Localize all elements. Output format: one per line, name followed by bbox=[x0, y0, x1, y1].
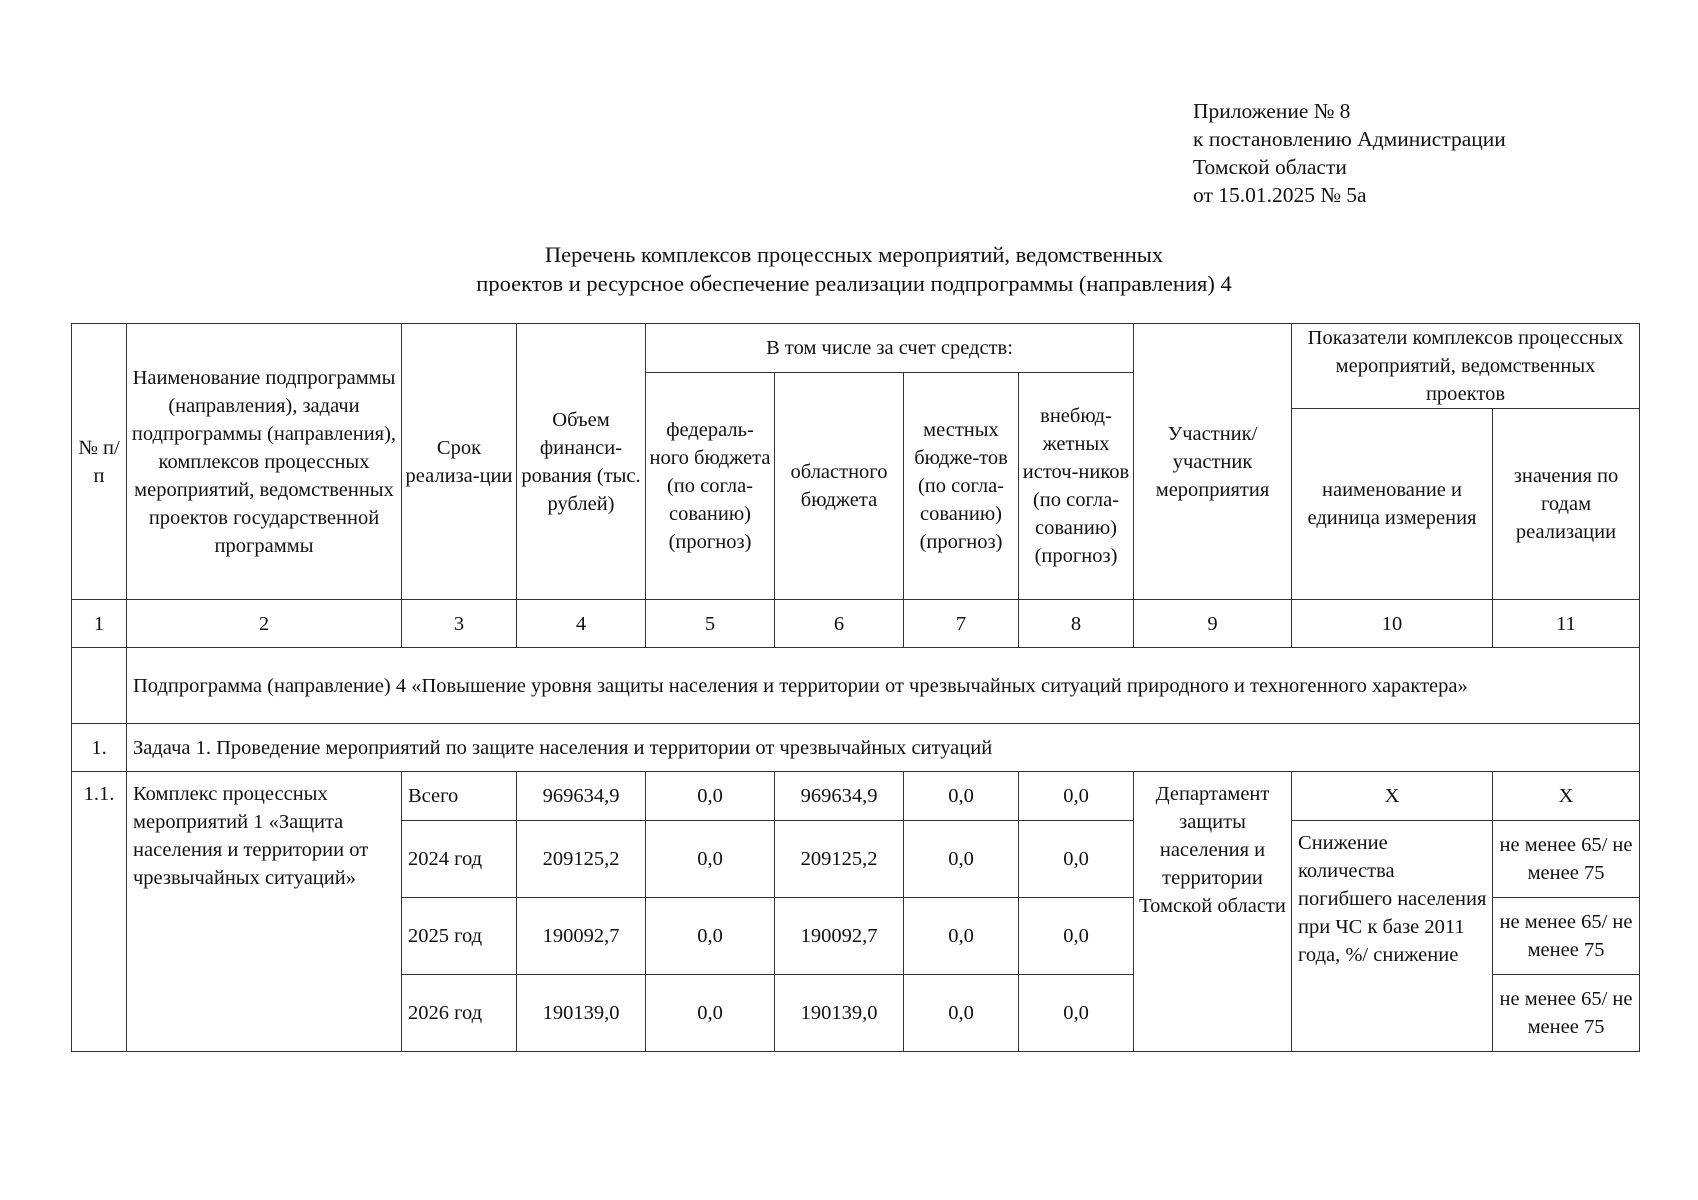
header-cell-regional: областного бюджета bbox=[775, 373, 904, 600]
header-cell-total: Объем финанси-рования (тыс. рублей) bbox=[517, 324, 646, 600]
header-row bbox=[72, 324, 1640, 373]
indicator-value-cell: не менее 65/ не менее 75 bbox=[1493, 975, 1640, 1052]
federal-cell: 0,0 bbox=[646, 821, 775, 898]
column-number-cell: 2 bbox=[127, 600, 402, 648]
task-title: Задача 1. Проведение мероприятий по защите населения и территории от чрезвычайных ситуаций bbox=[127, 724, 1640, 772]
header-cell-federal: федераль-ного бюджета (по согла-сованию) (прогноз) bbox=[646, 373, 775, 600]
subprogram-number-cell bbox=[72, 648, 127, 724]
total-cell: 209125,2 bbox=[517, 821, 646, 898]
subprogram-title: Подпрограмма (направление) 4 «Повышение уровня защиты населения и территории от чрезвычайных ситуаций природного и техногенного характера» bbox=[127, 648, 1640, 724]
column-number-cell: 4 bbox=[517, 600, 646, 648]
header-cell-period: Срок реализа-ции bbox=[402, 324, 517, 600]
column-number-cell: 1 bbox=[72, 600, 127, 648]
total-cell: 969634,9 bbox=[517, 772, 646, 821]
column-number-cell: 10 bbox=[1292, 600, 1493, 648]
period-cell: 2024 год bbox=[402, 821, 517, 898]
column-number-cell: 8 bbox=[1019, 600, 1134, 648]
column-number-cell: 9 bbox=[1134, 600, 1292, 648]
complex-number: 1.1. bbox=[72, 772, 127, 1052]
local-cell: 0,0 bbox=[904, 898, 1019, 975]
document-title bbox=[70, 240, 1638, 298]
local-cell: 0,0 bbox=[904, 975, 1019, 1052]
regional-cell: 969634,9 bbox=[775, 772, 904, 821]
total-cell: 190139,0 bbox=[517, 975, 646, 1052]
task-row bbox=[72, 724, 1640, 772]
header-cell-name: Наименование подпрограммы (направления), задачи подпрограммы (направления), комплексов процессных мероприятий, ведомственных проектов государственной программы bbox=[127, 324, 402, 600]
header-cell-local: местных бюдже-тов (по согла-сованию) (прогноз) bbox=[904, 373, 1019, 600]
appendix-line: к постановлению Администрации bbox=[1193, 127, 1506, 151]
header-cell-indicator-name: наименование и единица измерения bbox=[1292, 409, 1493, 600]
federal-cell: 0,0 bbox=[646, 898, 775, 975]
extrabudget-cell: 0,0 bbox=[1019, 821, 1134, 898]
federal-cell: 0,0 bbox=[646, 975, 775, 1052]
indicator-name-cell: Х bbox=[1292, 772, 1493, 821]
appendix-line: Томской области bbox=[1193, 155, 1347, 179]
column-number-cell: 11 bbox=[1493, 600, 1640, 648]
header-cell-indicators-group: Показатели комплексов процессных мероприятий, ведомственных проектов bbox=[1292, 324, 1640, 409]
appendix-block bbox=[1193, 97, 1506, 209]
indicator-value-cell: не менее 65/ не менее 75 bbox=[1493, 898, 1640, 975]
column-numbers-row bbox=[72, 600, 1640, 648]
table-row bbox=[72, 772, 1640, 821]
period-cell: 2025 год bbox=[402, 898, 517, 975]
regional-cell: 209125,2 bbox=[775, 821, 904, 898]
federal-cell: 0,0 bbox=[646, 772, 775, 821]
subprogram-row bbox=[72, 648, 1640, 724]
appendix-line: от 15.01.2025 № 5а bbox=[1193, 183, 1367, 207]
header-cell-number: № п/п bbox=[72, 324, 127, 600]
column-number-cell: 5 bbox=[646, 600, 775, 648]
indicator-value-cell: Х bbox=[1493, 772, 1640, 821]
indicator-value-cell: не менее 65/ не менее 75 bbox=[1493, 821, 1640, 898]
extrabudget-cell: 0,0 bbox=[1019, 772, 1134, 821]
header-cell-extrabudget: внебюд-жетных источ-ников (по согла-сованию) (прогноз) bbox=[1019, 373, 1134, 600]
local-cell: 0,0 bbox=[904, 772, 1019, 821]
period-cell: 2026 год bbox=[402, 975, 517, 1052]
title-line: Перечень комплексов процессных мероприятий, ведомственных bbox=[544, 242, 1164, 267]
indicator-name-cell: Снижение количества погибшего населения при ЧС к базе 2011 года, %/ снижение bbox=[1292, 821, 1493, 1052]
regional-cell: 190092,7 bbox=[775, 898, 904, 975]
column-number-cell: 7 bbox=[904, 600, 1019, 648]
regional-cell: 190139,0 bbox=[775, 975, 904, 1052]
column-number-cell: 3 bbox=[402, 600, 517, 648]
extrabudget-cell: 0,0 bbox=[1019, 975, 1134, 1052]
complex-name: Комплекс процессных мероприятий 1 «Защита населения и территории от чрезвычайных ситуаций» bbox=[127, 772, 402, 1052]
appendix-line: Приложение № 8 bbox=[1193, 99, 1351, 123]
header-cell-indicator-values: значения по годам реализации bbox=[1493, 409, 1640, 600]
participant-cell: Департамент защиты населения и территории Томской области bbox=[1134, 772, 1292, 1052]
header-cell-sources-group: В том числе за счет средств: bbox=[646, 324, 1134, 373]
period-cell: Всего bbox=[402, 772, 517, 821]
extrabudget-cell: 0,0 bbox=[1019, 898, 1134, 975]
total-cell: 190092,7 bbox=[517, 898, 646, 975]
title-line: проектов и ресурсное обеспечение реализации подпрограммы (направления) 4 bbox=[476, 271, 1232, 296]
task-number: 1. bbox=[72, 724, 127, 772]
local-cell: 0,0 bbox=[904, 821, 1019, 898]
column-number-cell: 6 bbox=[775, 600, 904, 648]
financing-table bbox=[71, 323, 1640, 1052]
header-cell-participant: Участник/ участник мероприятия bbox=[1134, 324, 1292, 600]
